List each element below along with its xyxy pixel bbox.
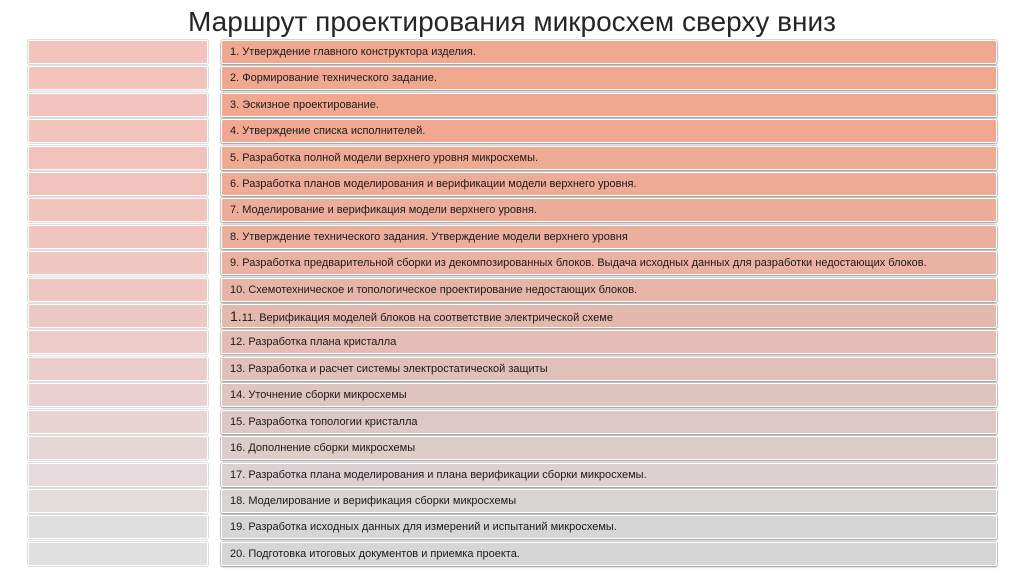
step-bar [221, 40, 997, 64]
step-bar [221, 119, 997, 143]
step-row [28, 463, 997, 487]
step-prefix: 1. [230, 308, 242, 325]
step-row [28, 436, 997, 460]
step-row [28, 542, 997, 566]
slide-title: Маршрут проектирования микросхем сверху вниз [188, 6, 836, 37]
step-row [28, 225, 997, 249]
step-text: 7. Моделирование и верификация модели верхнего уровня. [230, 204, 537, 217]
step-text: 4. Утверждение списка исполнителей. [230, 125, 426, 138]
step-left-bar [28, 66, 208, 90]
step-left-bar [28, 172, 208, 196]
step-bar [221, 357, 997, 381]
step-row [28, 410, 997, 434]
step-row [28, 278, 997, 302]
step-row [28, 383, 997, 407]
step-row [28, 357, 997, 381]
step-left-bar [28, 40, 208, 64]
step-text: 20. Подготовка итоговых документов и приемка проекта. [230, 547, 520, 560]
step-text: 16. Дополнение сборки микросхемы [230, 442, 416, 455]
step-bar [221, 410, 997, 434]
step-bar [221, 225, 997, 249]
step-row [28, 66, 997, 90]
step-text: 18. Моделирование и верификация сборки микросхемы [230, 494, 517, 507]
step-left-bar [28, 146, 208, 170]
step-text: 9. Разработка предварительной сборки из декомпозированных блоков. Выдача исходных данных для разработки недостающих блоков. [230, 257, 927, 270]
step-row [28, 251, 997, 275]
step-row [28, 515, 997, 539]
step-bar [221, 515, 997, 539]
step-bar [221, 383, 997, 407]
step-left-bar [28, 251, 208, 275]
step-bar [221, 251, 997, 275]
step-left-bar [28, 330, 208, 354]
step-text: 1. Утверждение главного конструктора изделия. [230, 46, 476, 58]
step-row [28, 93, 997, 117]
step-left-bar [28, 198, 208, 222]
step-bar [221, 304, 997, 328]
step-text: 15. Разработка топологии кристалла [230, 415, 418, 428]
step-left-bar [28, 225, 208, 249]
step-row [28, 198, 997, 222]
step-row [28, 40, 997, 64]
step-bar [221, 489, 997, 513]
step-bar [221, 66, 997, 90]
step-bar [221, 198, 997, 222]
step-text: 19. Разработка исходных данных для измерений и испытаний микросхемы. [230, 521, 617, 534]
step-left-bar [28, 93, 208, 117]
steps-list [28, 40, 997, 568]
step-row [28, 172, 997, 196]
step-bar [221, 330, 997, 354]
step-text: 14. Уточнение сборки микросхемы [230, 389, 407, 402]
step-bar [221, 172, 997, 196]
step-left-bar [28, 542, 208, 566]
step-text: 5. Разработка полной модели верхнего уровня микросхемы. [230, 151, 539, 164]
step-row [28, 119, 997, 143]
step-left-bar [28, 383, 208, 407]
step-bar [221, 146, 997, 170]
step-text: 17. Разработка плана моделирования и плана верификации сборки микросхемы. [230, 468, 647, 481]
step-text: 2. Формирование технического задание. [230, 72, 437, 85]
step-bar [221, 436, 997, 460]
step-text: 13. Разработка и расчет системы электростатической защиты [230, 362, 548, 375]
step-row [28, 330, 997, 354]
step-text: 6. Разработка планов моделирования и верификации модели верхнего уровня. [230, 178, 637, 191]
step-left-bar [28, 357, 208, 381]
step-left-bar [28, 436, 208, 460]
step-left-bar [28, 410, 208, 434]
step-text: 11. Верификация моделей блоков на соответствие электрической схеме [241, 312, 613, 325]
step-left-bar [28, 119, 208, 143]
step-bar [221, 93, 997, 117]
step-bar [221, 278, 997, 302]
step-row [28, 489, 997, 513]
step-text: 3. Эскизное проектирование. [230, 98, 379, 111]
step-row [28, 304, 997, 328]
step-text: 8. Утверждение технического задания. Утверждение модели верхнего уровня [230, 230, 628, 243]
step-bar [221, 542, 997, 566]
step-left-bar [28, 489, 208, 513]
step-left-bar [28, 278, 208, 302]
step-left-bar [28, 515, 208, 539]
step-text: 12. Разработка плана кристалла [230, 336, 397, 349]
step-text: 10. Схемотехническое и топологическое проектирование недостающих блоков. [230, 283, 638, 296]
step-left-bar [28, 463, 208, 487]
step-left-bar [28, 304, 208, 328]
step-bar [221, 463, 997, 487]
step-row [28, 146, 997, 170]
